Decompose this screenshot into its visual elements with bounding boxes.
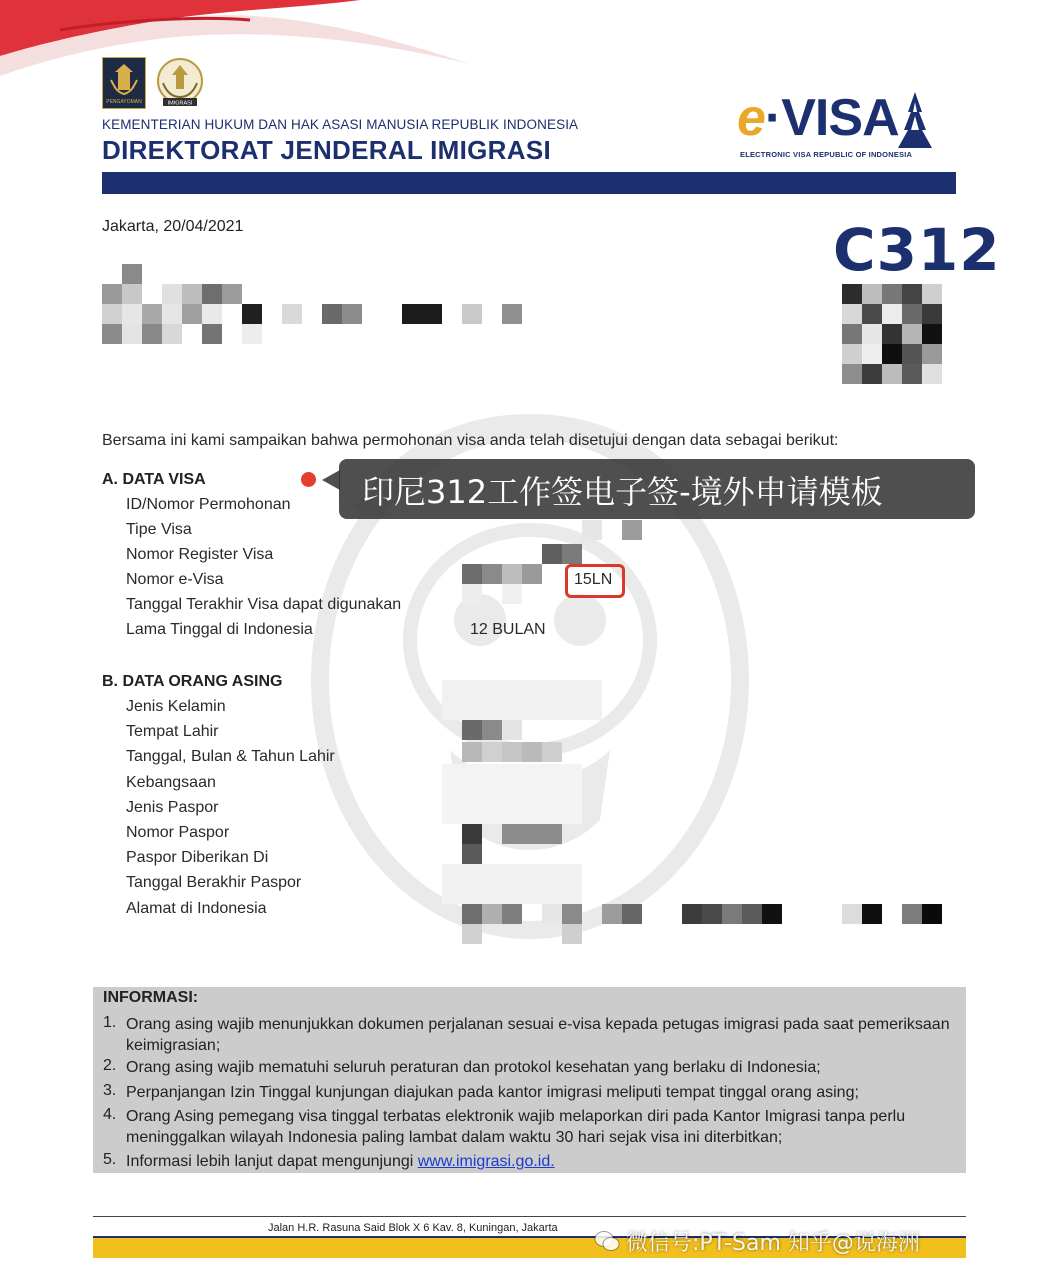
info-item-text: Orang Asing pemegang visa tinggal terbatas elektronik wajib melaporkan diri pada Kantor Imigrasi tanpa perlu meninggalkan wilayah Indonesia paling lambat dalam waktu 30 hari sejak visa ini diterbitkan; <box>126 1108 906 1146</box>
letter-date: Jakarta, 20/04/2021 <box>102 218 244 235</box>
caption-pointer-arrow <box>322 470 340 490</box>
wechat-icon <box>594 1230 620 1252</box>
field-label-tempat-lahir: Tempat Lahir <box>126 723 219 740</box>
imigrasi-logo-label: IMIGRASI <box>167 100 193 107</box>
informasi-title: INFORMASI: <box>103 989 199 1006</box>
imigrasi-website-link[interactable]: www.imigrasi.go.id. <box>417 1153 555 1170</box>
imigrasi-emblem-logo <box>151 57 209 109</box>
field-value-nomor-evisa: 15LN <box>574 571 613 588</box>
footer-address: Jalan H.R. Rasuna Said Blok X 6 Kav. 8, Kuningan, Jakarta <box>268 1222 558 1234</box>
field-label-nomor-evisa: Nomor e-Visa <box>126 571 224 588</box>
section-a-title: A. DATA VISA <box>102 471 206 488</box>
field-label-lama-tinggal: Lama Tinggal di Indonesia <box>126 621 313 638</box>
info-item-text: Orang asing wajib menunjukkan dokumen perjalanan sesuai e-visa kepada petugas imigrasi pada saat pemeriksaan keimigrasian; <box>126 1016 950 1054</box>
field-label-paspor-diberikan-di: Paspor Diberikan Di <box>126 849 269 866</box>
field-label-tipe-visa: Tipe Visa <box>126 521 192 538</box>
info-item-number: 5. <box>103 1151 117 1168</box>
field-label-jenis-kelamin: Jenis Kelamin <box>126 698 226 715</box>
directorate-name: DIREKTORAT JENDERAL IMIGRASI <box>102 135 551 165</box>
field-value-lama-tinggal: 12 BULAN <box>470 621 546 638</box>
pengayoman-logo-label: PENGAYOMAN <box>106 99 142 105</box>
info-item-text: Orang asing wajib mematuhi seluruh peraturan dan protokol kesehatan yang berlaku di Indonesia; <box>126 1059 821 1076</box>
visa-code: C312 <box>833 216 1001 284</box>
footer-divider <box>93 1216 966 1217</box>
section-b-title: B. DATA ORANG ASING <box>102 673 283 690</box>
info-item-number: 4. <box>103 1106 117 1123</box>
wechat-watermark-text: 微信号:PT-Sam 知乎@说海洲 <box>626 1231 920 1256</box>
info-item-number: 2. <box>103 1057 117 1074</box>
evisa-subtitle: ELECTRONIC VISA REPUBLIC OF INDONESIA <box>740 150 913 159</box>
info-item-text: Informasi lebih lanjut dapat mengunjungi <box>126 1153 414 1170</box>
evisa-logo-visa: VISA <box>781 89 899 147</box>
field-label-nomor-register-visa: Nomor Register Visa <box>126 546 274 563</box>
flag-ribbon-decoration <box>0 0 480 80</box>
field-label-tanggal-lahir: Tanggal, Bulan & Tahun Lahir <box>126 748 335 765</box>
field-label-tanggal-berakhir-paspor: Tanggal Berakhir Paspor <box>126 874 302 891</box>
caption-text: 印尼312工作签电子签-境外申请模板 <box>362 473 883 511</box>
field-label-nomor-paspor: Nomor Paspor <box>126 824 230 841</box>
caption-pointer-dot <box>301 472 316 487</box>
evisa-logo-e: e <box>737 89 765 147</box>
pengayoman-logo <box>102 57 146 109</box>
field-label-alamat: Alamat di Indonesia <box>126 900 267 917</box>
info-item-number: 3. <box>103 1082 117 1099</box>
field-label-jenis-paspor: Jenis Paspor <box>126 799 219 816</box>
info-item-number: 1. <box>103 1014 117 1031</box>
field-label-id-nomor-permohonan: ID/Nomor Permohonan <box>126 496 291 513</box>
field-label-kebangsaan: Kebangsaan <box>126 774 216 791</box>
field-label-tanggal-terakhir-visa: Tanggal Terakhir Visa dapat digunakan <box>126 596 402 613</box>
temple-icon <box>886 90 944 148</box>
intro-paragraph: Bersama ini kami sampaikan bahwa permohonan visa anda telah disetujui dengan data sebagai berikut: <box>102 432 839 449</box>
evisa-logo-dot: · <box>764 89 782 147</box>
info-item-text: Perpanjangan Izin Tinggal kunjungan diajukan pada kantor imigrasi meliputi tempat tinggal orang asing; <box>126 1084 859 1101</box>
evisa-logo <box>737 88 899 148</box>
info-item-5 <box>126 1151 958 1172</box>
ministry-name: KEMENTERIAN HUKUM DAN HAK ASASI MANUSIA REPUBLIK INDONESIA <box>102 117 579 132</box>
header-divider-bar <box>102 172 956 194</box>
evisa-number-highlight-box <box>565 564 625 598</box>
